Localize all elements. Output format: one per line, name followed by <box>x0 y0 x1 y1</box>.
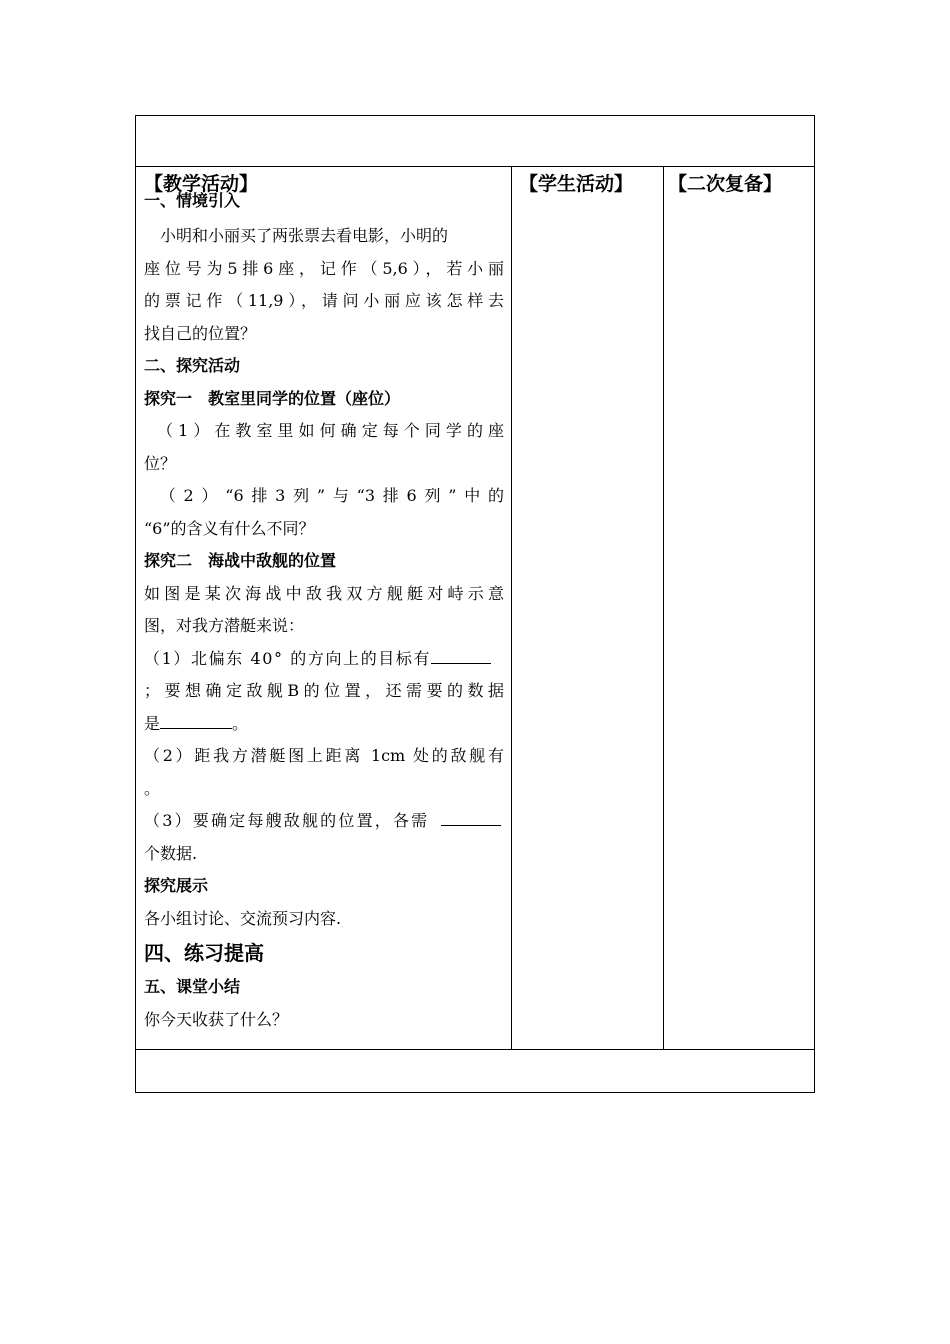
question-line: 是 。 <box>144 713 249 733</box>
paragraph-line: 小明和小丽买了两张票去看电影，小明的 <box>144 226 449 245</box>
paragraph-line: 各小组讨论、交流预习内容. <box>144 908 342 928</box>
question-line: （3）要确定每艘敌舰的位置，各需 <box>144 805 504 838</box>
paragraph-line: 找自己的位置？ <box>144 323 257 343</box>
lesson-table <box>135 115 815 1093</box>
section-heading: 一、情境引入 <box>144 191 241 210</box>
paragraph-line: 的票记作（11,9），请问小丽应该怎样去 <box>144 291 504 310</box>
answer-blank[interactable] <box>431 649 491 664</box>
paragraph-line: ；要想确定敌舰B的位置，还需要的数据 <box>144 681 504 700</box>
explore-heading: 探究二 海战中敌舰的位置 <box>144 551 337 570</box>
explore-heading: 探究一 教室里同学的位置（座位） <box>144 388 401 408</box>
paragraph-line: （2）距我方潜艇图上距离 1cm 处的敌舰有 <box>144 746 504 765</box>
answer-blank[interactable] <box>160 714 232 729</box>
header-second-review: 【二次复备】 <box>668 173 783 195</box>
header-divider <box>136 166 814 167</box>
paragraph-line: （2）“6排3列”与“3排6列”中的 <box>144 486 504 505</box>
section-heading: 二、探究活动 <box>144 356 241 375</box>
paragraph-line: “6”的含义有什么不同？ <box>144 518 315 538</box>
paragraph-line: 位？ <box>144 453 177 473</box>
section-heading: 五、课堂小结 <box>144 977 241 996</box>
teaching-content <box>144 169 504 1036</box>
paragraph-line: 座位号为5排6座，记作（5,6），若小丽 <box>144 258 504 278</box>
footer-divider <box>136 1049 814 1050</box>
column-divider-1 <box>511 166 512 1049</box>
answer-blank[interactable] <box>441 811 501 826</box>
paragraph-line: 你今天收获了什么？ <box>144 1009 289 1029</box>
column-divider-2 <box>663 166 664 1049</box>
paragraph-line: 如图是某次海战中敌我双方舰艇对峙示意 <box>144 583 504 603</box>
question-line: （1）北偏东 40° 的方向上的目标有 <box>144 643 504 676</box>
section-heading: 探究展示 <box>144 876 209 895</box>
paragraph-line: 图，对我方潜艇来说： <box>144 616 305 635</box>
paragraph-line: （1）在教室里如何确定每个同学的座 <box>144 421 504 440</box>
section-heading-large: 四、练习提高 <box>144 941 264 965</box>
paragraph-line: 个数据. <box>144 843 198 863</box>
paragraph-line: 。 <box>144 778 161 798</box>
header-teaching-activity: 【教学活动】 <box>144 173 259 195</box>
header-student-activity: 【学生活动】 <box>519 173 634 195</box>
